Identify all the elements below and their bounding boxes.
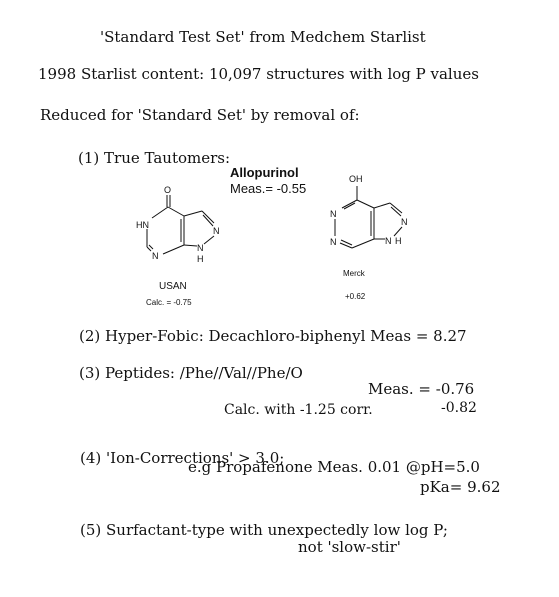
item-3-label: (3) Peptides: /Phe//Val//Phe/O [79,364,303,382]
atom-h-label: H [197,254,204,264]
atom-nh-pyrazole-label: N [385,236,392,246]
item-3-calc-value: -0.82 [441,400,477,416]
item-1-label: (1) True Tautomers: [78,149,231,167]
item-5-line-2: not 'slow-stir' [298,538,401,556]
page-title: 'Standard Test Set' from Medchem Starlist [100,28,426,46]
allopurinol-enol-structure [322,170,432,265]
reduced-line: Reduced for 'Standard Set' by removal of: [40,106,360,124]
atom-o-label: O [164,185,172,195]
atom-n-ring-label: N [152,251,159,261]
compound-name: Allopurinol [230,165,299,180]
usan-label: USAN [159,281,187,292]
item-5-line-1: (5) Surfactant-type with unexpectedly low log P; [80,521,448,539]
item-4-label: (4) 'Ion-Corrections' > 3.0; [80,449,285,467]
item-2-hyperfobic: (2) Hyper-Fobic: Decachloro-biphenyl Meas = 8.27 [79,327,467,345]
atom-oh-label: OH [349,174,363,184]
item-4-pka: pKa= 9.62 [420,478,501,496]
item-3-meas: Meas. = -0.76 [368,380,475,398]
item-3-calc-label: Calc. with -1.25 corr. [224,402,373,418]
atom-n-bottom-label: N [330,237,337,247]
allopurinol-keto-structure [130,185,240,280]
merck-value: +0.62 [345,292,366,301]
atom-n-pyrazole-label: N [401,217,408,227]
atom-n-pyrazole-label: N [213,226,220,236]
item-4-example: e.g Propafenone Meas. 0.01 @pH=5.0 [188,458,480,476]
merck-label: Merck [343,269,365,278]
atom-nh-pyrazole-label: N [197,243,204,253]
starlist-content-line: 1998 Starlist content: 10,097 structures with log P values [38,65,479,83]
atom-h-label: H [395,236,402,246]
atom-n-top-label: N [330,209,337,219]
compound-meas: Meas.= -0.55 [230,181,307,196]
atom-hn-label: HN [136,220,149,230]
usan-calc: Calc. = -0.75 [146,298,192,307]
